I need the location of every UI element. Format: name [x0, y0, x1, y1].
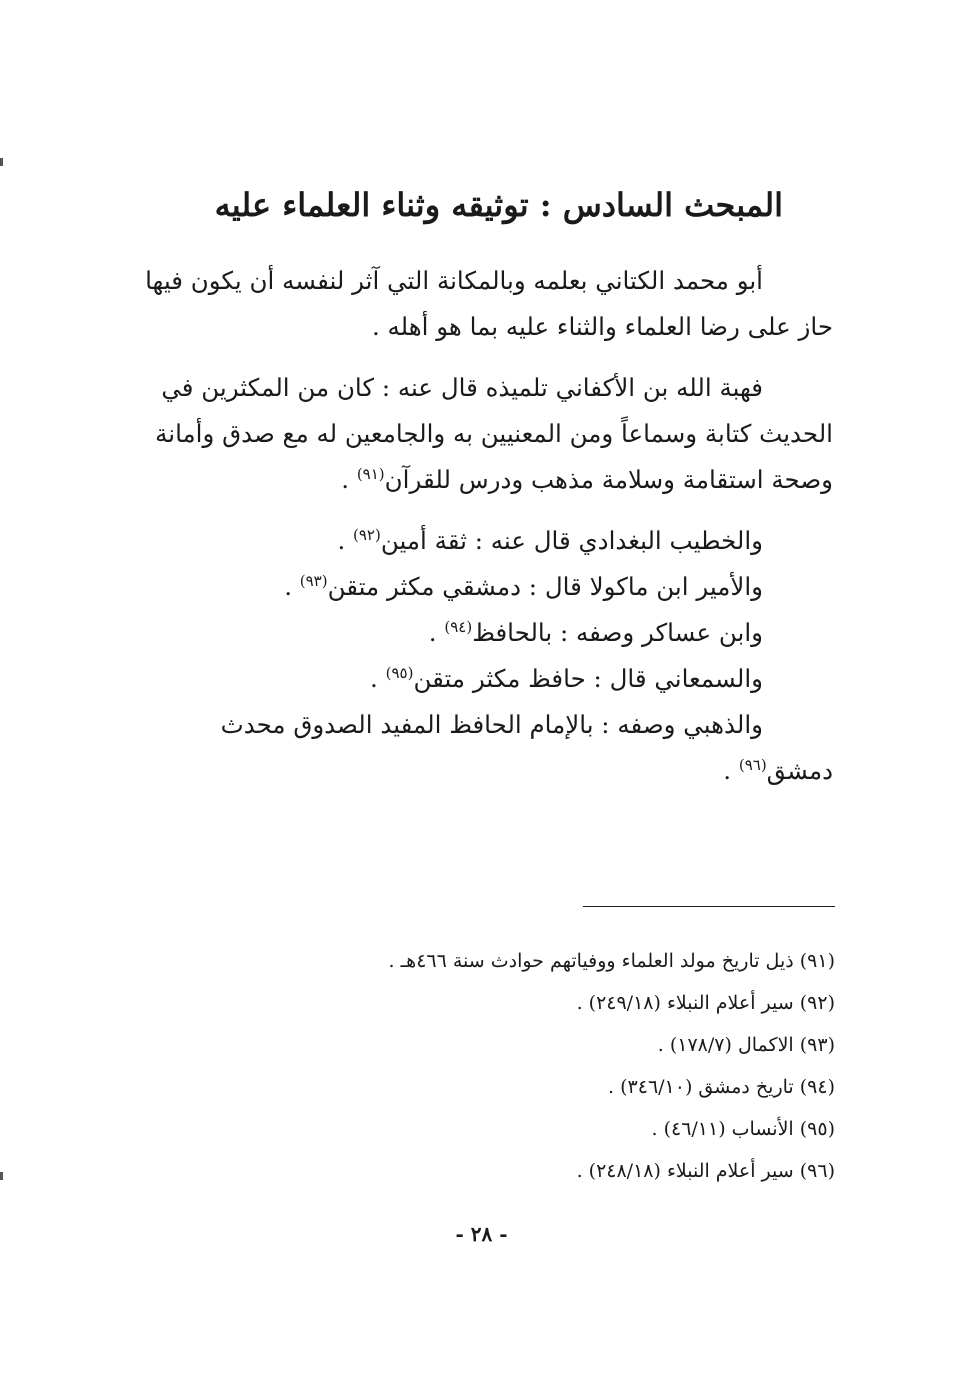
footnote-ref-94: (٩٤) — [444, 617, 473, 636]
footnote-93: (٩٣) الاكمال (١٧٨/٧) . — [657, 1034, 835, 1056]
quote-end: . — [428, 618, 445, 647]
quote-end: . — [337, 526, 354, 555]
quote-ibn-asakir — [138, 610, 833, 656]
quote-text: والخطيب البغدادي قال عنه : ثقة أمين — [380, 526, 763, 555]
footnote-ref-96: (٩٦) — [738, 755, 767, 774]
footnote-94: (٩٤) تاريخ دمشق (٣٤٦/١٠) . — [608, 1076, 835, 1098]
quote-dhahabi-line-1: والذهبي وصفه : بالإمام الحافظ المفيد الصدوق محدث — [220, 710, 763, 739]
footnotes — [235, 940, 835, 1192]
quote-end: . — [723, 756, 739, 785]
quote-text: دمشق — [766, 756, 833, 785]
quote-dhahabi-line-2 — [138, 748, 833, 794]
scholar-quotes — [138, 518, 833, 794]
quote-ibn-makula — [138, 564, 833, 610]
footnote-ref-91: (٩١) — [356, 464, 385, 483]
scan-edge-mark — [0, 1172, 3, 1180]
paragraph-2 — [138, 365, 833, 503]
footnote-ref-95: (٩٥) — [385, 663, 414, 682]
section-heading: المبحث السادس : توثيقه وثناء العلماء عليه — [214, 186, 783, 224]
paragraph-1-line-1: أبو محمد الكتاني بعلمه وبالمكانة التي آثر لنفسه أن يكون فيها — [145, 266, 763, 295]
footnote-ref-92: (٩٢) — [353, 525, 381, 544]
quote-end: . — [370, 664, 386, 693]
footnote-ref-93: (٩٣) — [299, 571, 328, 590]
paragraph-2-line-3-end: . — [341, 465, 357, 494]
quote-khatib — [138, 518, 833, 564]
scan-edge-mark — [0, 158, 3, 166]
quote-text: والسمعاني قال : حافظ مكثر متقن — [413, 664, 763, 693]
paragraph-1-line-2: حاز على رضا العلماء والثناء عليه بما هو أهله . — [371, 312, 833, 341]
quote-text: والأمير ابن ماكولا قال : دمشقي مكثر متقن — [327, 572, 763, 601]
quote-text: وابن عساكر وصفه : بالحافظ — [472, 618, 763, 647]
footnote-96: (٩٦) سير أعلام النبلاء (٢٤٨/١٨) . — [576, 1160, 835, 1182]
paragraph-2-line-3-text: وصحة استقامة وسلامة مذهب ودرس للقرآن — [384, 465, 833, 494]
paragraph-1 — [138, 258, 833, 350]
quote-end: . — [284, 572, 300, 601]
paragraph-2-line-1: فهبة الله بن الأكفاني تلميذه قال عنه : كان من المكثرين في — [161, 373, 763, 402]
paragraph-2-line-3 — [138, 457, 833, 503]
footnote-95: (٩٥) الأنساب (٤٦/١١) . — [651, 1118, 835, 1140]
quote-samani — [138, 656, 833, 702]
paragraph-2-line-2: الحديث كتابة وسماعاً ومن المعنيين به والجامعين له مع صدق وأمانة — [155, 419, 833, 448]
page-number: - ٢٨ - — [455, 1222, 508, 1246]
footnote-separator — [583, 906, 835, 907]
footnote-91: (٩١) ذيل تاريخ مولد العلماء ووفياتهم حوادث سنة ٤٦٦هـ . — [388, 950, 835, 972]
footnote-92: (٩٢) سير أعلام النبلاء (٢٤٩/١٨) . — [576, 992, 835, 1014]
